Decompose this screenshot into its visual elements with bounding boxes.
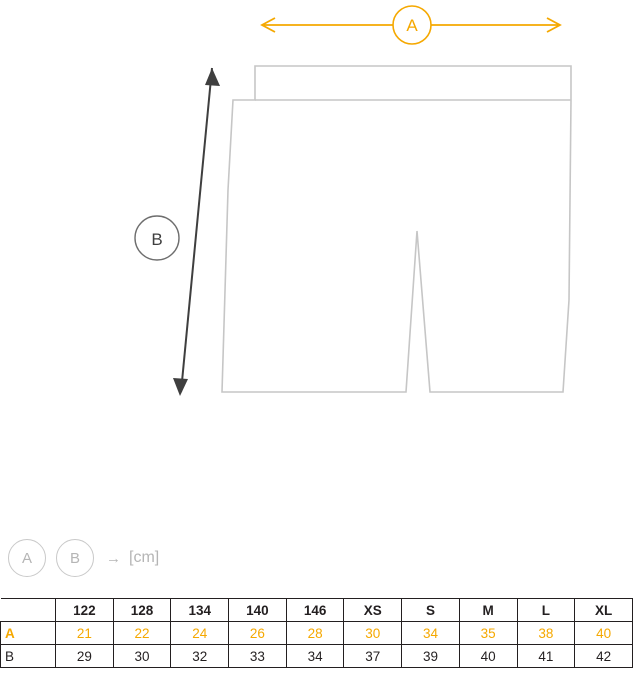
table-size-header: 140 xyxy=(229,599,287,622)
table-size-header: M xyxy=(459,599,517,622)
table-size-header: XS xyxy=(344,599,402,622)
table-size-header: XL xyxy=(575,599,633,622)
table-cell: 34 xyxy=(286,645,344,668)
table-cell: 42 xyxy=(575,645,633,668)
table-cell: 33 xyxy=(229,645,287,668)
size-table xyxy=(0,598,633,668)
table-size-header: 134 xyxy=(171,599,229,622)
table-size-header: 146 xyxy=(286,599,344,622)
legend-unit-label: [cm] xyxy=(129,549,160,566)
measure-a-badge-label: A xyxy=(406,16,418,35)
table-cell: 30 xyxy=(344,622,402,645)
table-cell: 30 xyxy=(113,645,171,668)
table-size-header: 128 xyxy=(113,599,171,622)
table-corner-cell xyxy=(1,599,56,622)
legend-arrow-icon: → xyxy=(106,549,121,567)
measure-b-badge-label: B xyxy=(151,230,163,249)
table-cell: 32 xyxy=(171,645,229,668)
shorts-outline xyxy=(222,66,571,392)
table-row xyxy=(1,645,633,668)
row-label-a: A xyxy=(1,622,56,645)
table-row xyxy=(1,622,633,645)
table-cell: 22 xyxy=(113,622,171,645)
table-header-row xyxy=(1,599,633,622)
row-label-b: B xyxy=(1,645,56,668)
table-cell: 24 xyxy=(171,622,229,645)
table-cell: 21 xyxy=(56,622,114,645)
table-cell: 26 xyxy=(229,622,287,645)
measure-b-arrow xyxy=(173,68,220,396)
table-cell: 37 xyxy=(344,645,402,668)
table-cell: 40 xyxy=(459,645,517,668)
table-cell: 34 xyxy=(402,622,460,645)
table-cell: 28 xyxy=(286,622,344,645)
legend xyxy=(8,530,288,586)
table-size-header: S xyxy=(402,599,460,622)
legend-badge-b xyxy=(56,539,94,577)
table-cell: 35 xyxy=(459,622,517,645)
legend-badge-a xyxy=(8,539,46,577)
table-cell: 40 xyxy=(575,622,633,645)
legend-badge-b-label: B xyxy=(69,549,80,567)
table-size-header: 122 xyxy=(56,599,114,622)
table-cell: 38 xyxy=(517,622,575,645)
legend-badge-a-label: A xyxy=(21,549,32,567)
table-cell: 39 xyxy=(402,645,460,668)
table-cell: 29 xyxy=(56,645,114,668)
table-size-header: L xyxy=(517,599,575,622)
table-cell: 41 xyxy=(517,645,575,668)
